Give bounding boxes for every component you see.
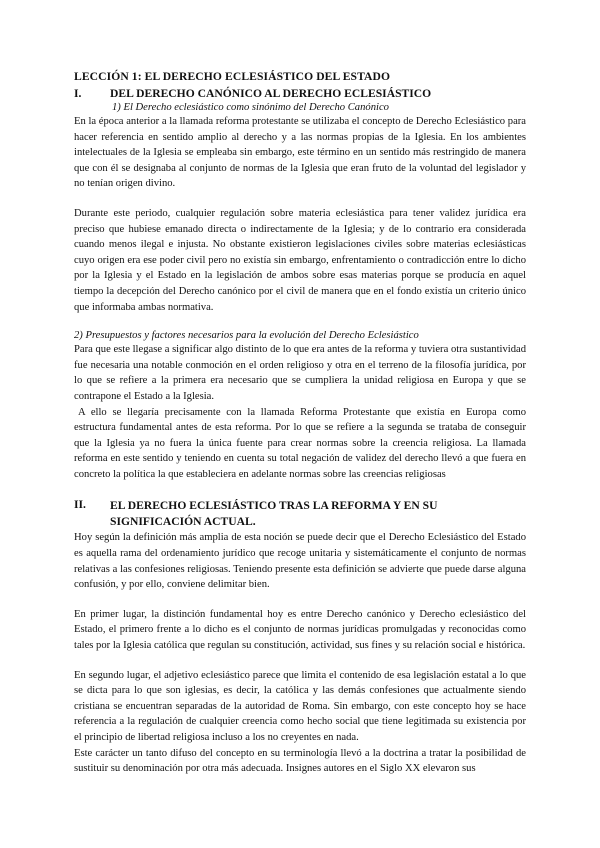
section-1-title: DEL DERECHO CANÓNICO AL DERECHO ECLESIÁSTICO xyxy=(110,87,432,100)
paragraph: En primer lugar, la distinción fundamental hoy es entre Derecho canónico y Derecho eclesiástico del Estado, el primero frente a lo dicho es el conjunto de normas jurídicas promulgadas y reconocidas como tales por la Iglesia católica que regulan su constitución, actividad, sus fines y su relación social e histórica. xyxy=(74,608,526,652)
subsection-1-title: 1) El Derecho eclesiástico como sinónimo del Derecho Canónico xyxy=(112,102,389,113)
paragraph: En segundo lugar, el adjetivo eclesiástico parece que limita el contenido de esa legislación estatal a lo que se dicta para lo que son iglesias, es decir, la católica y las demás confesiones que actualmente siendo cristiana se encuentran separadas de la autoridad de Roma. Sin embargo, con este concepto hoy se hace referencia a la regulación de cualquier creencia como hecho social que tiene legitimada su existencia por el principio de libertad religiosa incluso a los no creyentes en nada. xyxy=(74,669,526,743)
section-2-heading xyxy=(74,498,526,530)
section-1-heading xyxy=(74,87,526,101)
paragraph: Hoy según la definición más amplia de esta noción se puede decir que el Derecho Eclesiástico del Estado es aquella rama del ordenamiento jurídico que recoge unitaria y sistemáticamente el conjunto de normas relativas a las confesiones religiosas. Teniendo presente esta definición se advierte que puede darse alguna confusión, y por ello, conviene delimitar bien. xyxy=(74,532,526,591)
subsection-2-title: 2) Presupuestos y factores necesarios para la evolución del Derecho Eclesiástico xyxy=(74,330,419,342)
paragraph: Para que este llegase a significar algo distinto de lo que era antes de la reforma y tuviera otra sustantividad fue necesaria una notable conmoción en el orden religioso y otra en el terreno de la filosofía jurídica, por lo que se refiere a la primera era necesario que se cumpliera la unidad religiosa en Europa y que se contrapone el Estado a la Iglesia. xyxy=(74,344,526,402)
paragraph: A ello se llegaría precisamente con la llamada Reforma Protestante que existía en Europa como estructura fundamental antes de esta reforma. Por lo que se refiere a la segunda se trataba de conseguir que la Iglesia ya no fuera la única fuente para crear normas sobre la creencia religiosa. La llamada reforma en este sentido y teniendo en cuenta su total negación de validez del derecho llevó a que fuera en concreto la política la que estableciera en adelante normas sobre las creencias religiosas xyxy=(74,406,526,480)
paragraph: Durante este periodo, cualquier regulación sobre materia eclesiástica para tener validez jurídica era preciso que hubiese emanado directa o indirectamente de la Iglesia; y de lo contrario era considerada cuando menos ilegal e injusta. No obstante existieron legislaciones civiles sobre materias eclesiásticas cuyo origen era ese poder civil pero no existía sin embargo, enfrentamiento o contradicción entre lo dicho por la Iglesia y el Estado en la legislación de ambos sobre esas materias porque se producía en aquel tiempo la decepción del Derecho canónico por el civil de manera que en el fondo existía un criterio único que informaba ambas normativa. xyxy=(74,207,526,313)
section-2-number: II. xyxy=(74,498,86,512)
section-1-number: I. xyxy=(74,87,82,100)
paragraph: Este carácter un tanto difuso del concepto en su terminología llevó a la doctrina a tratar la posibilidad de sustituir su denominación por otra más adecuada. Insignes autores en el Siglo XX elevaron sus xyxy=(74,747,526,775)
section-2-title: EL DERECHO ECLESIÁSTICO TRAS LA REFORMA Y EN SU SIGNIFICACIÓN ACTUAL. xyxy=(110,499,438,529)
paragraph: En la época anterior a la llamada reforma protestante se utilizaba el concepto de Derecho Eclesiástico para hacer referencia en sentido amplio al derecho y a las normas propias de la Iglesia. En los ambientes intelectuales de la Iglesia se empleaba sin embargo, este término en un sentido más restringido de manera que con él se designaba al conjunto de normas de la Iglesia que eran fruto de la voluntad del legislador y no tenían origen divino. xyxy=(74,116,526,190)
lesson-title: LECCIÓN 1: EL DERECHO ECLESIÁSTICO DEL ESTADO xyxy=(74,70,391,83)
